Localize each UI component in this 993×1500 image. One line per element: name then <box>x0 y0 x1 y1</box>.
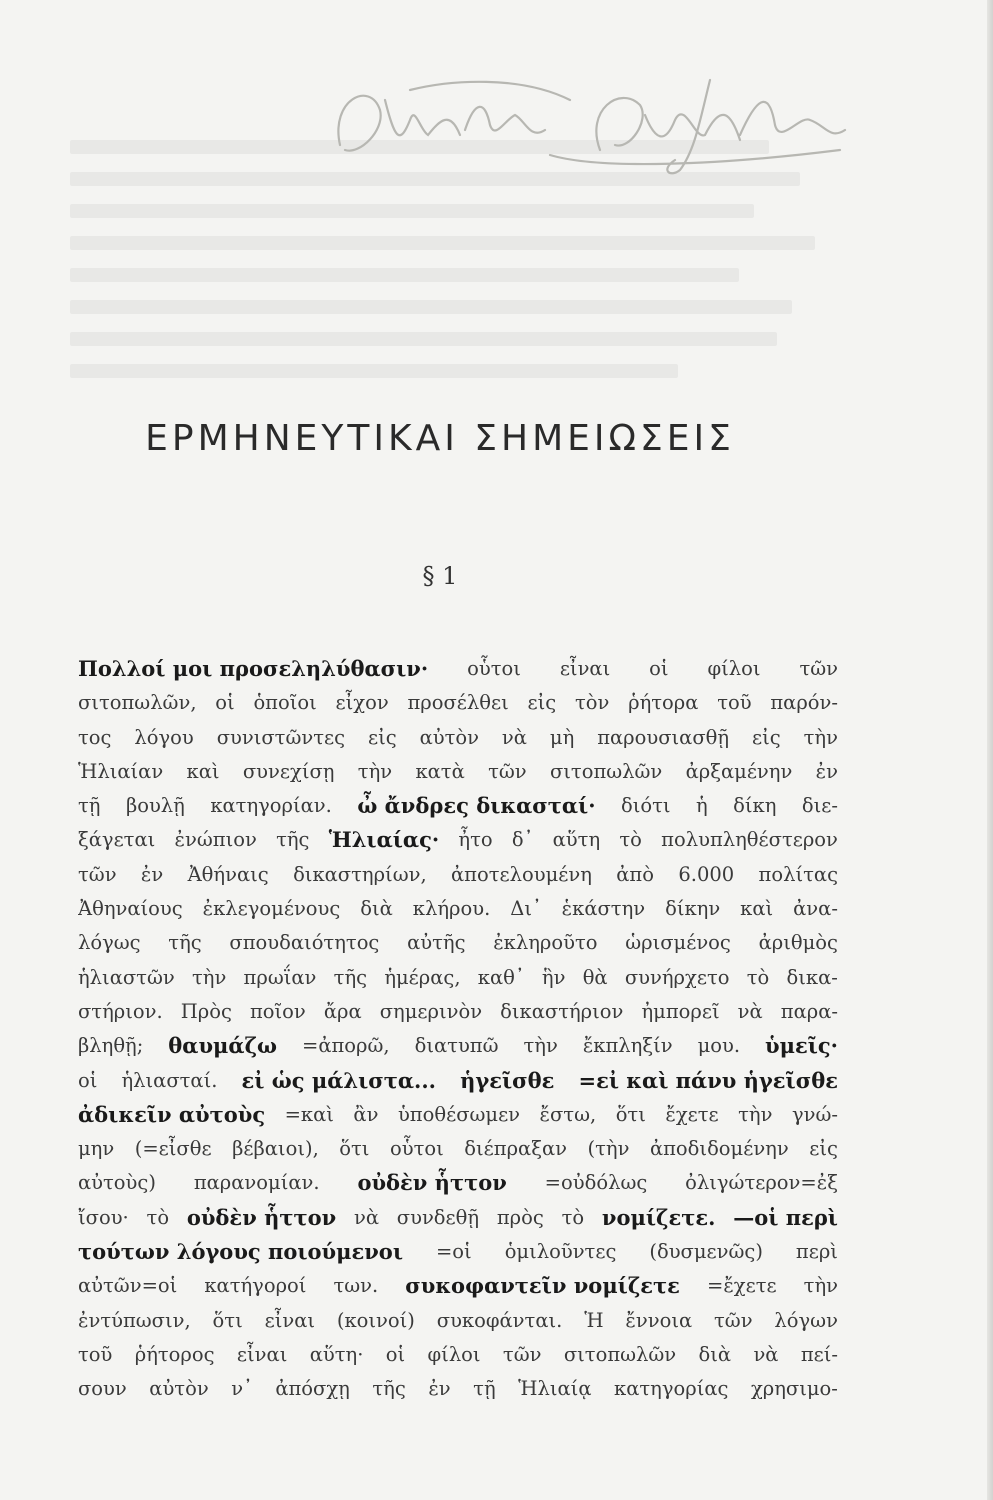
word: μην <box>78 1137 115 1161</box>
word: ἐκληροῦτο <box>493 931 598 955</box>
word: κατὰ <box>415 759 465 783</box>
word: τὴν <box>523 1034 558 1058</box>
text-line <box>78 1029 838 1063</box>
word: εἰς <box>527 691 557 715</box>
section-number: § 1 <box>422 562 458 590</box>
bold-lemma: =εἰ καὶ πάνυ ἡγεῖσθε <box>578 1067 838 1093</box>
word: =καὶ <box>284 1102 334 1126</box>
word: Δι᾿ <box>510 897 542 921</box>
word: προσέλθει <box>407 691 509 715</box>
word: τῶν <box>714 1308 753 1332</box>
word: βουλῇ <box>125 794 185 818</box>
word: ἡμέρας, <box>384 965 461 989</box>
word: τὸ <box>619 828 642 852</box>
word: =οἱ <box>435 1240 472 1264</box>
text-line <box>78 1166 838 1200</box>
word: οἱ <box>78 1068 98 1092</box>
word: τὸν <box>574 691 610 715</box>
word: εἶναι <box>236 1342 288 1366</box>
word: ἡλιαστῶν <box>78 965 175 989</box>
word: ἠμπορεῖ <box>641 999 720 1023</box>
word: Πρὸς <box>180 999 232 1023</box>
word: αὐτῆς <box>407 931 466 955</box>
commentary-body <box>78 652 838 1407</box>
word: ἀποτελουμένη <box>451 862 592 886</box>
word: καὶ <box>740 897 774 921</box>
word: ἡλιασταί. <box>121 1068 218 1092</box>
word: σημερινὸν <box>379 999 483 1023</box>
page-heading: ΕΡΜΗΝΕΥΤΙΚΑΙ ΣΗΜΕΙΩΣΕΙΣ <box>145 418 735 459</box>
bold-lemma: ὑμεῖς· <box>765 1033 838 1059</box>
word: τὴν <box>803 725 838 749</box>
word: Ἡ <box>584 1308 604 1332</box>
bold-lemma: ἡγεῖσθε <box>460 1067 555 1093</box>
word: ἀπὸ <box>616 862 654 886</box>
word: συνεχίσῃ <box>242 759 335 783</box>
bold-lemma: οὐδὲν ἧττον <box>186 1204 337 1230</box>
word: τῆς <box>333 965 368 989</box>
word: ἣν <box>541 965 566 989</box>
word: χρησιμο- <box>750 1377 838 1401</box>
word: σιτοπωλῶν, <box>78 691 197 715</box>
word: πρὸς <box>496 1205 544 1229</box>
word: βληθῇ; <box>78 1034 144 1058</box>
word: συνιστῶντες <box>216 725 346 749</box>
word: σιτοπωλῶν <box>549 759 663 783</box>
word: ἑκάστην <box>561 897 646 921</box>
word: εἰς <box>809 1137 838 1161</box>
word: κατηγορίας <box>614 1377 729 1401</box>
word: =οὐδόλως <box>544 1171 648 1195</box>
word: =ἔχετε <box>707 1274 777 1298</box>
word: κατήγοροί <box>204 1274 307 1298</box>
word: ἐν <box>140 862 164 886</box>
word: ὁμιλοῦντες <box>504 1240 617 1264</box>
bold-lemma: οὐδὲν ἧττον <box>357 1170 507 1196</box>
word: νὰ <box>737 999 763 1023</box>
word: παρα- <box>780 999 838 1023</box>
word: ὁποῖοι <box>253 691 317 715</box>
word: πολίτας <box>758 862 838 886</box>
word: τὸ <box>146 1205 170 1229</box>
word: σουν <box>78 1377 127 1401</box>
text-line <box>78 652 838 686</box>
bold-lemma: τούτων λόγους ποιούμενοι <box>78 1239 403 1265</box>
text-line <box>78 721 838 755</box>
word: σπουδαιότητος <box>229 931 380 955</box>
word: (=εἶσθε <box>134 1137 212 1161</box>
word: τὴν <box>357 759 393 783</box>
word: τὸ <box>746 965 770 989</box>
word: τῶν <box>78 862 117 886</box>
handwritten-signature <box>300 60 860 180</box>
word: οἱ <box>215 691 235 715</box>
word: δικα- <box>786 965 838 989</box>
word: συνήρχετο <box>624 965 730 989</box>
word: δίκην <box>665 897 721 921</box>
bold-lemma: —οἱ περὶ <box>733 1204 838 1230</box>
word: (τὴν <box>587 1137 630 1161</box>
word: τὴν <box>803 1274 838 1298</box>
word: παρουσιασθῇ <box>597 725 730 749</box>
word: διατυπῶ <box>414 1034 499 1058</box>
text-line <box>78 1064 838 1098</box>
signature-drawing <box>300 60 860 180</box>
text-line <box>78 1269 838 1303</box>
word: ἴσου· <box>78 1205 129 1229</box>
word: στήριον. <box>78 999 163 1023</box>
text-line <box>78 755 838 789</box>
word: θὰ <box>582 965 608 989</box>
word: διέπραξαν <box>464 1137 567 1161</box>
bold-lemma: νομίζετε. <box>601 1204 716 1230</box>
word: τοῦ <box>717 691 752 715</box>
word: εἶχον <box>335 691 389 715</box>
word: ὀλιγώτερον=ἐξ <box>685 1171 838 1195</box>
word: ὑποθέσωμεν <box>397 1102 521 1126</box>
word: δίκη <box>733 794 777 818</box>
word: ἂν <box>353 1102 379 1126</box>
word: φίλοι <box>707 657 761 680</box>
word: ἐντύπωσιν, <box>78 1308 191 1332</box>
word: διὰ <box>360 897 393 921</box>
word: αὐτῶν=οἱ <box>78 1274 178 1298</box>
text-line <box>78 926 838 960</box>
word: τος <box>78 725 112 749</box>
word: εἰς <box>367 725 397 749</box>
word: των. <box>333 1274 379 1298</box>
word: οὗτοι <box>389 1137 444 1161</box>
word: ὅτι <box>212 1308 243 1332</box>
word: οἱ <box>649 657 669 680</box>
word: δ᾿ <box>511 828 534 852</box>
bold-lemma: Ἡλιαίας· <box>328 827 440 853</box>
bold-lemma: θαυμάζω <box>168 1033 277 1059</box>
word: λόγως <box>78 931 141 955</box>
text-line <box>78 858 838 892</box>
word: ἀνα- <box>793 897 838 921</box>
word: ἐν <box>815 759 838 783</box>
text-line <box>78 789 838 823</box>
word: ἡ <box>696 794 708 818</box>
word: νὰ <box>753 1342 779 1366</box>
page-edge <box>987 0 993 1500</box>
word: πρωΐαν <box>243 965 317 989</box>
word: οὗτοι <box>467 657 521 680</box>
word: ἔννοια <box>625 1308 693 1332</box>
text-line <box>78 823 838 857</box>
word: πολυπληθέστερον <box>661 828 838 852</box>
word: τῆς <box>168 931 202 955</box>
text-line <box>78 1132 838 1166</box>
word: τῇ <box>78 794 101 818</box>
word: μου. <box>697 1034 741 1058</box>
word: αὐτοὺς) <box>78 1171 156 1195</box>
word: ῥήτορος <box>134 1342 215 1366</box>
word: τῶν <box>502 1342 542 1366</box>
word: τοῦ <box>78 1342 113 1366</box>
word: Ἀθήναις <box>187 862 269 886</box>
word: τὸ <box>561 1205 585 1229</box>
word: (κοινοί) <box>336 1308 415 1332</box>
word: ἐκλεγομένους <box>202 897 341 921</box>
word: συκοφάνται. <box>436 1308 563 1332</box>
bold-lemma: συκοφαντεῖν νομίζετε <box>405 1273 680 1299</box>
word: παρόν- <box>770 691 838 715</box>
word: ὡρισμένος <box>625 931 731 955</box>
word: βέβαιοι), <box>232 1137 319 1161</box>
word: ἦτο <box>458 828 493 852</box>
word: 6.000 <box>678 862 735 886</box>
bold-lemma: ἀδικεῖν αὐτοὺς <box>78 1101 266 1127</box>
word: αὕτη· <box>309 1342 364 1366</box>
word: διὰ <box>698 1342 732 1366</box>
word: αὐτὸν <box>149 1377 209 1401</box>
text-line <box>78 961 838 995</box>
word: ὅτι <box>615 1102 646 1126</box>
word: οἱ <box>385 1342 406 1366</box>
word: παρανομίαν. <box>193 1171 320 1195</box>
word: ἔστω, <box>539 1102 597 1126</box>
word: τῆς <box>372 1377 406 1401</box>
word: ξάγεται <box>78 828 156 852</box>
word: διότι <box>620 794 671 818</box>
bold-lemma: εἰ ὡς μάλιστα... <box>241 1067 436 1093</box>
word: Ἡλιαίαν <box>78 759 164 783</box>
word: ν᾿ <box>231 1377 253 1401</box>
word: τὴν <box>191 965 227 989</box>
text-line <box>78 1372 838 1406</box>
word: αὕτη <box>552 828 601 852</box>
word: τὴν <box>738 1102 773 1126</box>
word: =ἀπορῶ, <box>301 1034 390 1058</box>
word: περὶ <box>795 1240 838 1264</box>
word: ἀριθμὸς <box>758 931 838 955</box>
text-line <box>78 1235 838 1269</box>
word: εἶναι <box>559 657 611 680</box>
word: ἔχετε <box>665 1102 719 1126</box>
text-line <box>78 995 838 1029</box>
bleed-through-text <box>70 140 830 420</box>
word: λόγου <box>134 725 194 749</box>
word: εἶναι <box>264 1308 316 1332</box>
word: ἄρα <box>323 999 362 1023</box>
bold-lemma: Πολλοί μοι προσεληλύθασιν· <box>78 656 429 681</box>
word: συνδεθῇ <box>396 1205 480 1229</box>
word: δικαστηρίων, <box>293 862 427 886</box>
text-line <box>78 1201 838 1235</box>
word: Ἡλιαίᾳ <box>518 1377 592 1401</box>
word: ἀπόσχῃ <box>275 1377 350 1401</box>
word: τῶν <box>488 759 527 783</box>
word: ἀρξαμένην <box>685 759 793 783</box>
word: ἔκπληξίν <box>582 1034 673 1058</box>
word: πεί- <box>800 1342 838 1366</box>
word: ἐνώπιον <box>174 828 257 852</box>
text-line <box>78 1098 838 1132</box>
word: λόγων <box>774 1308 838 1332</box>
word: γνώ- <box>791 1102 838 1126</box>
text-line <box>78 1338 838 1372</box>
word: ἀποδιδομένην <box>649 1137 789 1161</box>
word: ἐν <box>428 1377 451 1401</box>
word: σιτοπωλῶν <box>563 1342 677 1366</box>
word: ποῖον <box>249 999 306 1023</box>
word: κατηγορίαν. <box>210 794 332 818</box>
word: νὰ <box>353 1205 379 1229</box>
text-line <box>78 892 838 926</box>
word: αὐτὸν <box>419 725 479 749</box>
word: νὰ <box>501 725 527 749</box>
word: φίλοι <box>427 1342 481 1366</box>
word: ῥήτορα <box>628 691 699 715</box>
word: μὴ <box>549 725 575 749</box>
word: ὅτι <box>339 1137 370 1161</box>
word: δικαστήριον <box>500 999 624 1023</box>
bold-lemma: ὦ ἄνδρες δικασταί· <box>357 793 596 819</box>
word: καὶ <box>186 759 220 783</box>
word: (δυσμενῶς) <box>649 1240 763 1264</box>
word: τῇ <box>473 1377 496 1401</box>
word: τῶν <box>799 657 838 680</box>
word: καθ᾿ <box>477 965 525 989</box>
text-line <box>78 1304 838 1338</box>
word: διε- <box>801 794 838 818</box>
word: εἰς <box>752 725 781 749</box>
word: κλήρου. <box>412 897 491 921</box>
word: Ἀθηναίους <box>78 897 183 921</box>
text-line <box>78 686 838 720</box>
word: τῆς <box>276 828 310 852</box>
